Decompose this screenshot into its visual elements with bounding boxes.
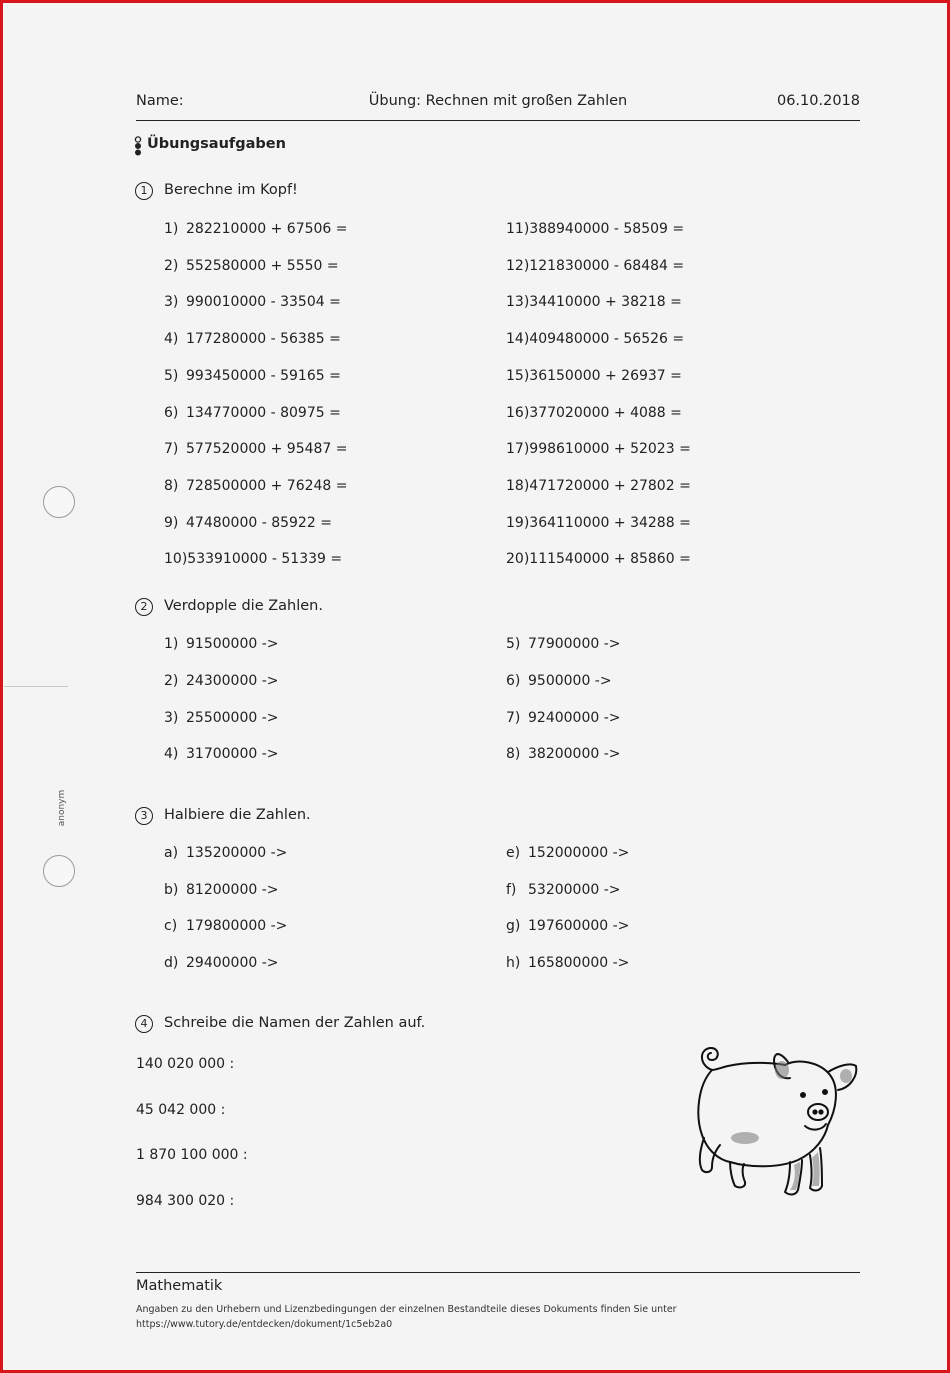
task-4-instruction: Schreibe die Namen der Zahlen auf.	[164, 1015, 426, 1031]
exercise-item	[506, 636, 621, 652]
exercise-item-number: 18)	[506, 477, 530, 494]
exercise-item	[164, 368, 341, 384]
exercise-item-number: 15)	[506, 367, 530, 384]
exercise-item-text: 81200000 ->	[186, 881, 279, 898]
task-3-instruction: Halbiere die Zahlen.	[164, 807, 311, 823]
task-4-number: 4	[135, 1015, 153, 1033]
punch-hole-bottom	[43, 855, 75, 887]
name-label: Name:	[136, 93, 184, 109]
exercise-item	[164, 710, 279, 726]
exercise-item-number: 19)	[506, 514, 530, 531]
exercise-item-text: 993450000 - 59165 =	[186, 367, 341, 384]
exercise-item-number: 5)	[506, 636, 521, 652]
exercise-item-text: 364110000 + 34288 =	[529, 514, 691, 531]
exercise-item	[506, 515, 691, 531]
exercise-item-number: 4)	[164, 331, 179, 348]
exercise-item-number: 20)	[506, 551, 530, 568]
exercise-item-text: 282210000 + 67506 =	[186, 221, 348, 237]
footer-subject: Mathematik	[136, 1278, 223, 1294]
exercise-item	[164, 551, 342, 567]
exercise-item-number: 7)	[506, 709, 521, 726]
task-1-number: 1	[135, 182, 153, 200]
exercise-item	[164, 221, 348, 237]
fold-mark	[4, 686, 68, 687]
number-name-line: 1 870 100 000 :	[136, 1147, 248, 1163]
exercise-item	[506, 478, 691, 494]
exercise-item-text: 552580000 + 5550 =	[186, 257, 339, 274]
exercise-item-number: 9)	[164, 514, 179, 531]
exercise-item-number: h)	[506, 954, 521, 971]
exercise-item-number: f)	[506, 881, 517, 898]
exercise-item-number: c)	[164, 918, 178, 935]
number-name-line: 140 020 000 :	[136, 1056, 235, 1072]
exercise-item-text: 998610000 + 52023 =	[529, 441, 691, 458]
exercise-item-text: 134770000 - 80975 =	[186, 404, 341, 421]
exercise-item-text: 111540000 + 85860 =	[529, 551, 691, 568]
exercise-item-text: 177280000 - 56385 =	[186, 331, 341, 348]
exercise-item	[506, 551, 691, 567]
task-3-number: 3	[135, 807, 153, 825]
footer-url[interactable]: https://www.tutory.de/entdecken/dokument/1c5eb2a0	[136, 1319, 393, 1330]
footer-rule	[136, 1272, 860, 1273]
exercise-item-text: 38200000 ->	[528, 746, 621, 763]
task-2-number: 2	[135, 598, 153, 616]
exercise-item	[164, 515, 332, 531]
exercise-item	[164, 882, 279, 898]
exercise-item-number: 10)	[164, 551, 188, 568]
exercise-icon	[134, 136, 142, 156]
exercise-item-text: 29400000 ->	[186, 954, 279, 971]
worksheet-date: 06.10.2018	[776, 93, 860, 109]
exercise-item	[164, 405, 341, 421]
exercise-item-text: 377020000 + 4088 =	[529, 404, 682, 421]
exercise-item	[506, 258, 684, 274]
exercise-item-number: 6)	[164, 404, 179, 421]
exercise-item-text: 91500000 ->	[186, 636, 279, 652]
exercise-item	[506, 368, 682, 384]
exercise-item	[506, 918, 629, 934]
exercise-item-text: 25500000 ->	[186, 709, 279, 726]
exercise-item-number: 6)	[506, 672, 521, 689]
exercise-item-number: 1)	[164, 221, 179, 237]
section-heading: Übungsaufgaben	[147, 136, 286, 152]
number-name-line: 45 042 000 :	[136, 1101, 226, 1118]
exercise-item-text: 577520000 + 95487 =	[186, 441, 348, 458]
exercise-item-text: 31700000 ->	[186, 746, 279, 763]
exercise-item	[164, 441, 348, 457]
exercise-item-text: 533910000 - 51339 =	[187, 551, 343, 568]
exercise-item-number: 8)	[506, 746, 521, 763]
punch-hole-top	[43, 486, 75, 518]
task-2-instruction: Verdopple die Zahlen.	[164, 598, 323, 614]
exercise-item	[164, 478, 348, 494]
task-1-instruction: Berechne im Kopf!	[164, 182, 298, 198]
exercise-item-number: 11)	[506, 221, 530, 237]
exercise-item-text: 179800000 ->	[186, 918, 288, 935]
exercise-item	[506, 710, 621, 726]
exercise-item-text: 197600000 ->	[528, 918, 630, 935]
exercise-item-text: 728500000 + 76248 =	[186, 477, 348, 494]
exercise-item-text: 47480000 - 85922 =	[186, 514, 332, 531]
exercise-item-number: 3)	[164, 709, 179, 726]
exercise-item	[164, 294, 341, 310]
exercise-item-number: e)	[506, 845, 521, 861]
exercise-item	[164, 258, 339, 274]
exercise-item-text: 135200000 ->	[186, 845, 288, 861]
exercise-item-text: 388940000 - 58509 =	[529, 221, 685, 237]
exercise-item-number: 2)	[164, 257, 179, 274]
exercise-item	[506, 882, 621, 898]
exercise-item-number: 14)	[506, 331, 530, 348]
number-name-line: 984 300 020 :	[136, 1192, 235, 1209]
exercise-item-text: 53200000 ->	[528, 881, 621, 898]
exercise-item-number: 8)	[164, 477, 179, 494]
exercise-item-text: 990010000 - 33504 =	[186, 294, 341, 311]
exercise-item	[506, 221, 684, 237]
exercise-item-text: 165800000 ->	[528, 954, 630, 971]
exercise-item-number: 2)	[164, 672, 179, 689]
exercise-item-text: 92400000 ->	[528, 709, 621, 726]
exercise-item	[164, 918, 287, 934]
exercise-item-number: 7)	[164, 441, 179, 458]
exercise-item	[506, 955, 629, 971]
exercise-item	[506, 673, 612, 689]
exercise-item-text: 121830000 - 68484 =	[529, 257, 685, 274]
exercise-item-text: 409480000 - 56526 =	[529, 331, 685, 348]
exercise-item-text: 24300000 ->	[186, 672, 279, 689]
exercise-item-number: 16)	[506, 404, 530, 421]
exercise-item	[164, 955, 279, 971]
exercise-item-number: a)	[164, 845, 179, 861]
exercise-item-number: 3)	[164, 294, 179, 311]
exercise-item-number: 1)	[164, 636, 179, 652]
header-rule	[136, 120, 860, 121]
exercise-item	[506, 294, 682, 310]
exercise-item-number: 5)	[164, 367, 179, 384]
exercise-item-text: 36150000 + 26937 =	[529, 367, 682, 384]
exercise-item-text: 34410000 + 38218 =	[529, 294, 682, 311]
exercise-item-text: 152000000 ->	[528, 845, 630, 861]
exercise-item-number: 4)	[164, 746, 179, 763]
footer-credits: Angaben zu den Urhebern und Lizenzbedingungen der einzelnen Bestandteile dieses Dokuments finden Sie unter	[136, 1304, 677, 1315]
exercise-item-text: 471720000 + 27802 =	[529, 477, 691, 494]
exercise-item	[164, 331, 341, 347]
worksheet-title: Übung: Rechnen mit großen Zahlen	[368, 93, 628, 109]
exercise-item	[506, 441, 691, 457]
exercise-item	[506, 405, 682, 421]
pig-illustration	[690, 1040, 860, 1205]
exercise-item	[164, 746, 279, 762]
exercise-item-text: 9500000 ->	[528, 672, 612, 689]
exercise-item-number: 12)	[506, 257, 530, 274]
exercise-item-number: 17)	[506, 441, 530, 458]
exercise-item	[164, 636, 279, 652]
exercise-item	[506, 331, 684, 347]
side-label: anonym	[57, 789, 67, 827]
exercise-item	[506, 845, 629, 861]
exercise-item-number: 13)	[506, 294, 530, 311]
exercise-item-number: d)	[164, 954, 179, 971]
exercise-item-number: b)	[164, 881, 179, 898]
exercise-item	[164, 845, 287, 861]
exercise-item	[164, 673, 279, 689]
exercise-item-number: g)	[506, 918, 521, 935]
exercise-item	[506, 746, 621, 762]
exercise-item-text: 77900000 ->	[528, 636, 621, 652]
